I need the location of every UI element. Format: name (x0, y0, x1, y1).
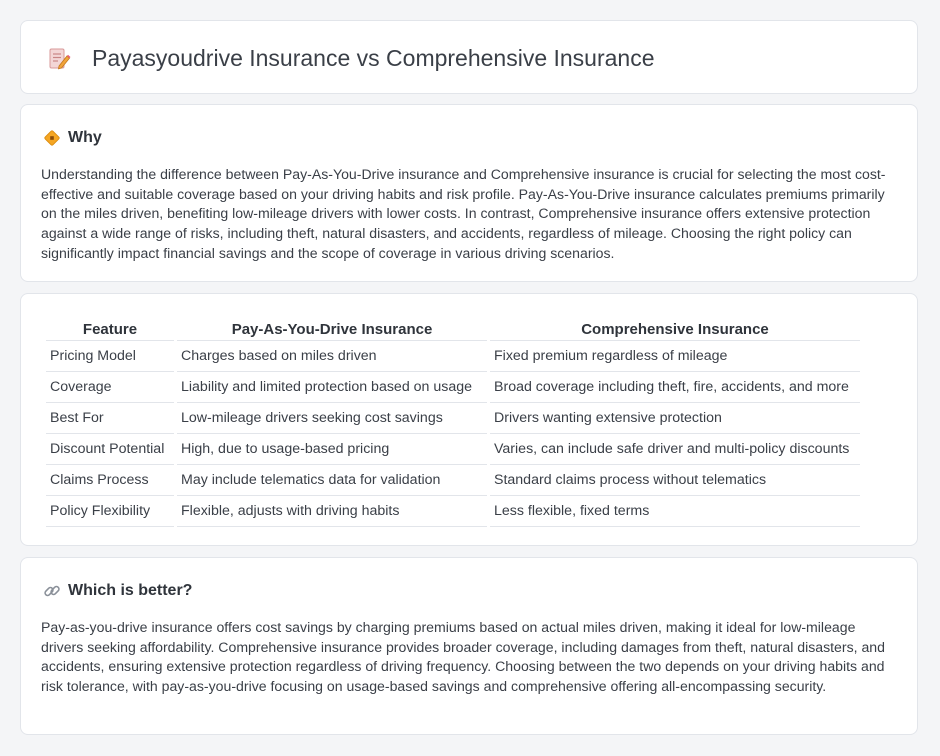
header-comprehensive: Comprehensive Insurance (490, 316, 860, 341)
feature-cell: Claims Process (46, 465, 174, 496)
table-row (46, 403, 860, 434)
better-title: Which is better? (68, 582, 193, 599)
table-header-row (46, 316, 860, 341)
table-row (46, 434, 860, 465)
payg-cell: Charges based on miles driven (177, 341, 487, 372)
feature-cell: Discount Potential (46, 434, 174, 465)
why-title: Why (68, 129, 102, 146)
comprehensive-cell: Broad coverage including theft, fire, accidents, and more (490, 372, 860, 403)
comprehensive-cell: Standard claims process without telematics (490, 465, 860, 496)
comprehensive-cell: Drivers wanting extensive protection (490, 403, 860, 434)
comparison-table (43, 316, 863, 527)
why-body: Understanding the difference between Pay-As-You-Drive insurance and Comprehensive insurance is crucial for selecting the most cost-effective and suitable coverage based on your driving habits and risk profile. Pay-As-You-Drive insurance calculates premiums primarily on the miles driven, benefiting low-mileage drivers with lower costs. In contrast, Comprehensive insurance offers extensive protection against a wide range of risks, including theft, natural disasters, and accidents, regardless of mileage. Choosing the right policy can significantly impact financial savings and the scope of coverage in various driving scenarios. (41, 166, 886, 261)
why-section (20, 104, 918, 282)
better-header (43, 580, 192, 602)
table-row (46, 496, 860, 527)
link-icon (43, 582, 61, 600)
document-pencil-icon (47, 47, 71, 71)
diamond-sign-icon (43, 129, 61, 147)
comprehensive-cell: Varies, can include safe driver and multi-policy discounts (490, 434, 860, 465)
feature-cell: Coverage (46, 372, 174, 403)
feature-cell: Policy Flexibility (46, 496, 174, 527)
why-header (43, 127, 102, 149)
feature-cell: Pricing Model (46, 341, 174, 372)
payg-cell: May include telematics data for validation (177, 465, 487, 496)
comprehensive-cell: Less flexible, fixed terms (490, 496, 860, 527)
table-row (46, 372, 860, 403)
table-row (46, 465, 860, 496)
payg-cell: Liability and limited protection based on usage (177, 372, 487, 403)
header-card (20, 20, 918, 94)
comprehensive-cell: Fixed premium regardless of mileage (490, 341, 860, 372)
header-feature: Feature (46, 316, 174, 341)
header-payg: Pay-As-You-Drive Insurance (177, 316, 487, 341)
which-better-section (20, 557, 918, 735)
payg-cell: High, due to usage-based pricing (177, 434, 487, 465)
comparison-section (20, 293, 918, 546)
feature-cell: Best For (46, 403, 174, 434)
better-body: Pay-as-you-drive insurance offers cost savings by charging premiums based on actual miles driven, making it ideal for low-mileage drivers seeking affordability. Comprehensive insurance provides broader coverage, including damages from theft, natural disasters, and accidents, ensuring extensive protection regardless of driving frequency. Choosing between the two depends on your driving habits and risk tolerance, with pay-as-you-drive focusing on usage-based savings and comprehensive offering all-encompassing security. (41, 619, 885, 695)
payg-cell: Flexible, adjusts with driving habits (177, 496, 487, 527)
page-title: Payasyoudrive Insurance vs Comprehensive Insurance (92, 45, 655, 71)
payg-cell: Low-mileage drivers seeking cost savings (177, 403, 487, 434)
table-row (46, 341, 860, 372)
